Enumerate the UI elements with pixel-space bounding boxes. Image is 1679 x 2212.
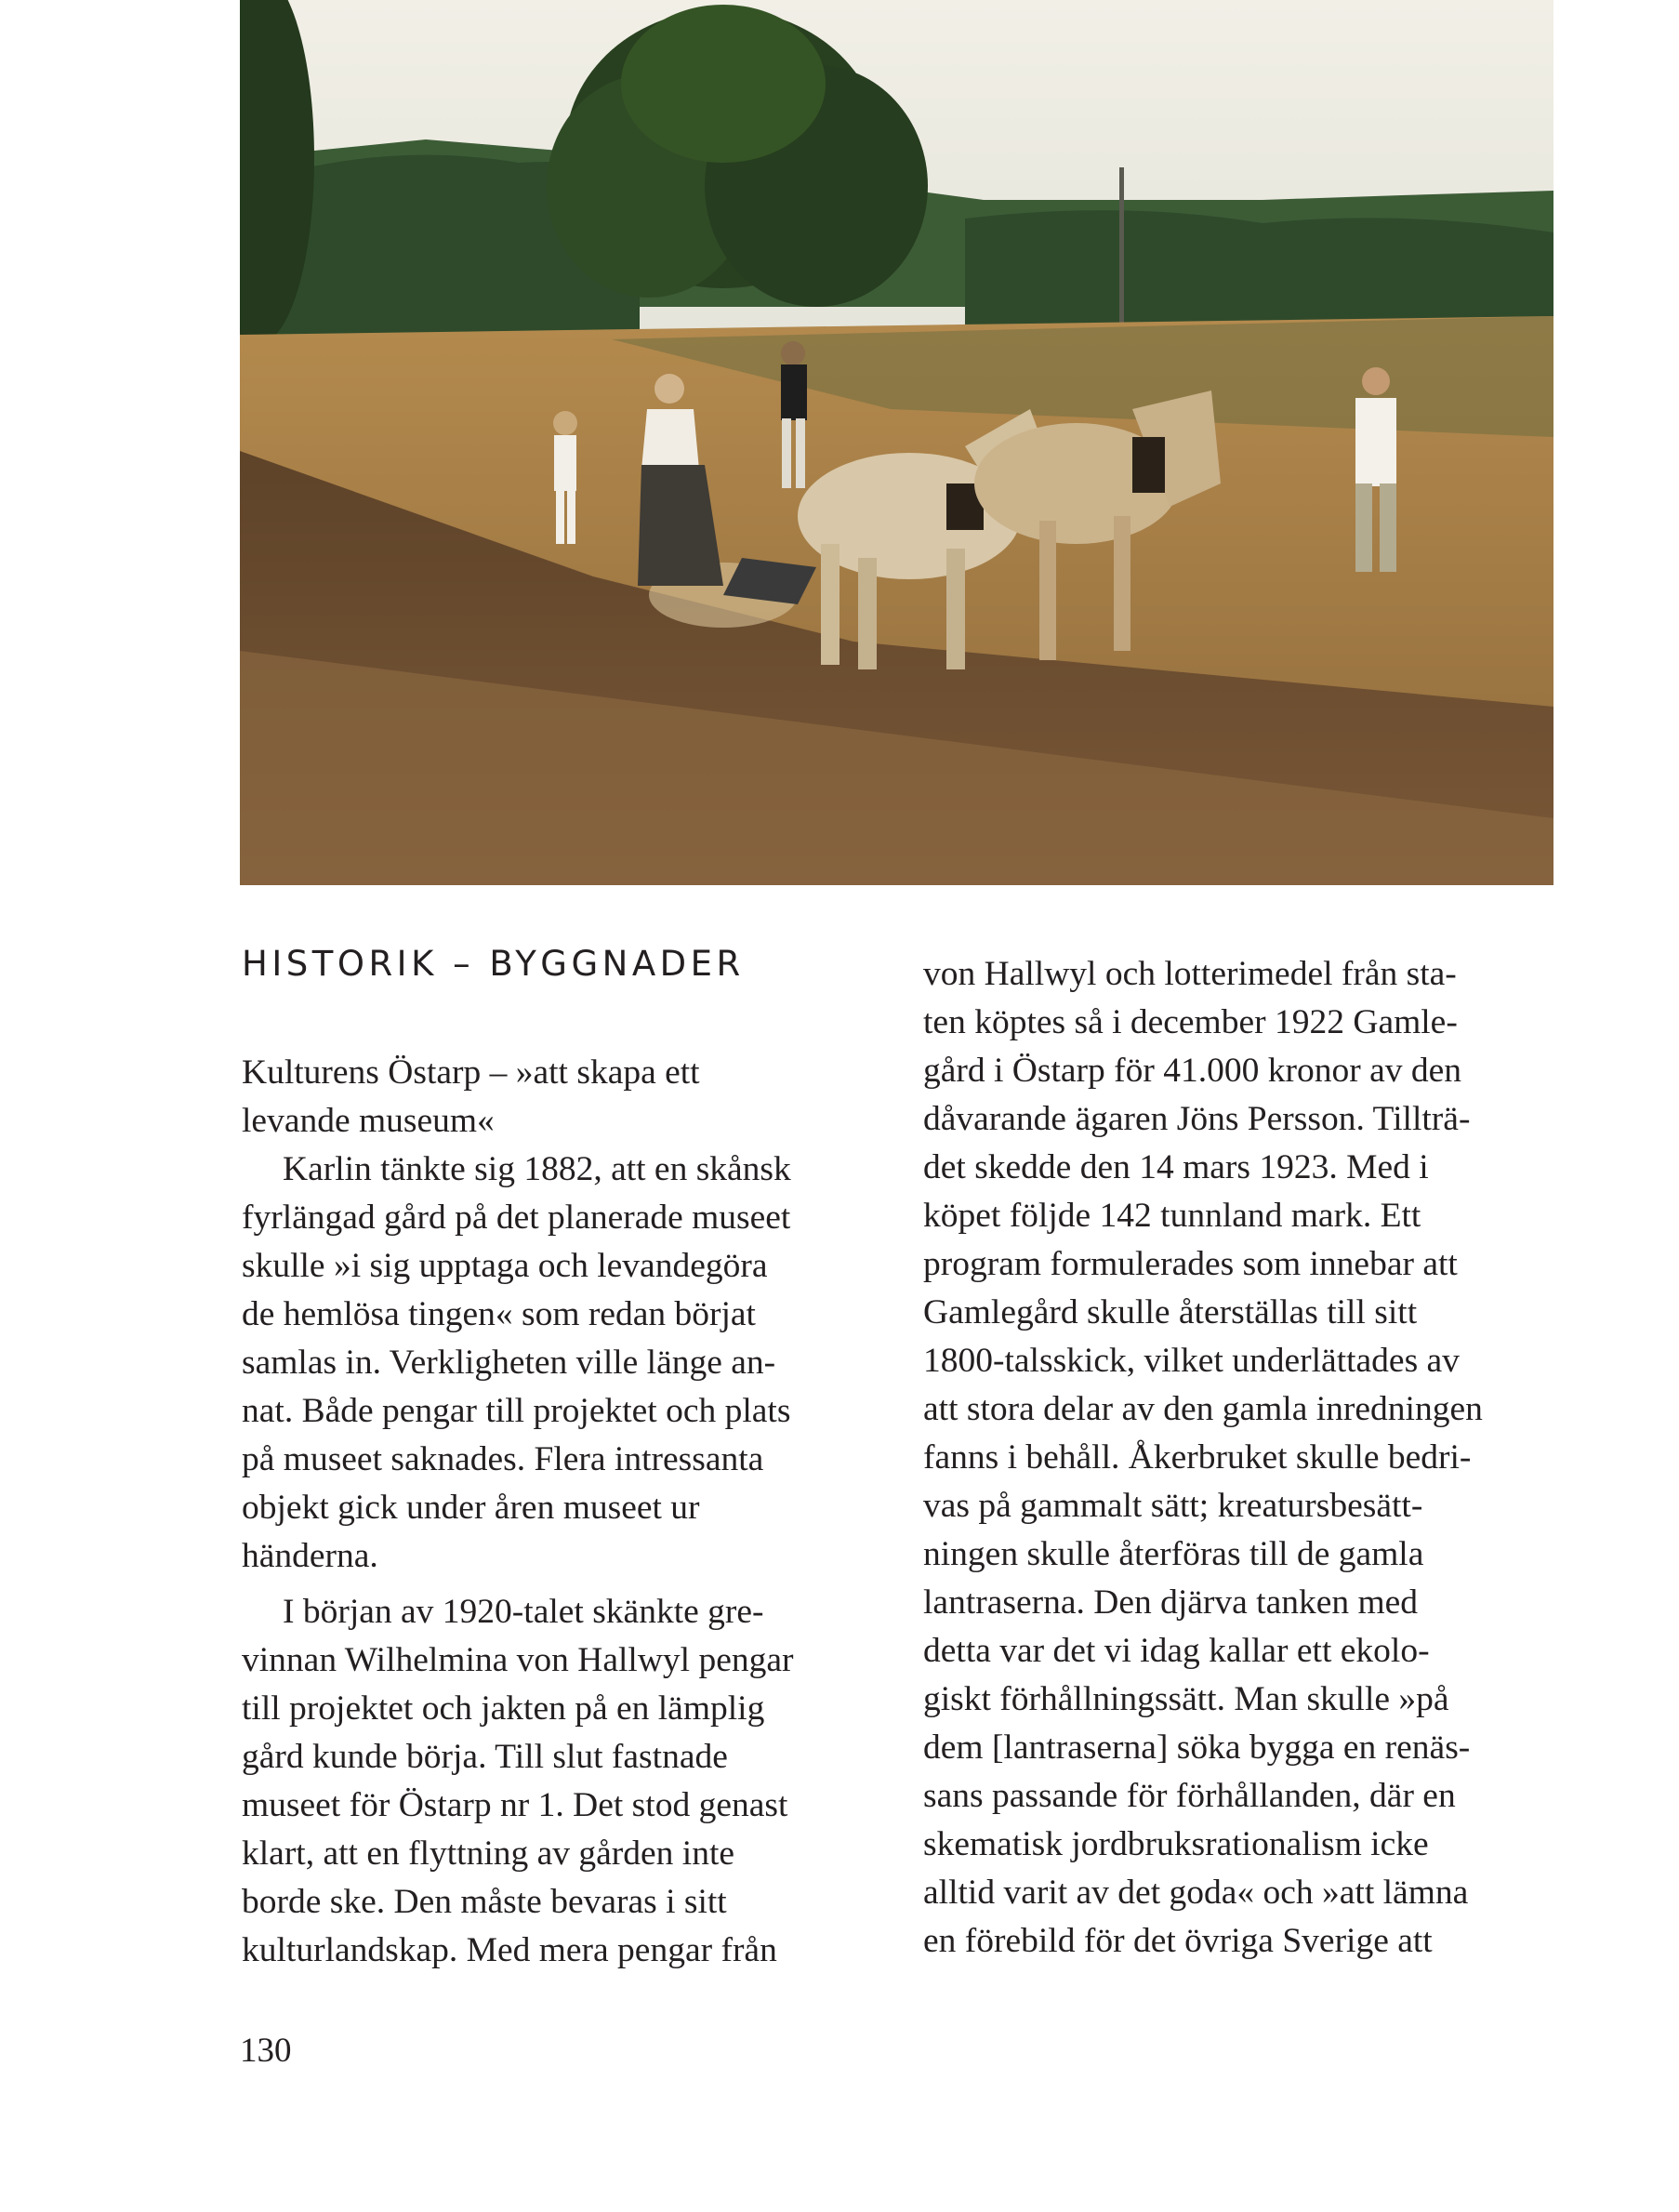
paragraph-line: detta var det vi idag kallar ett ekolo- bbox=[923, 1632, 1430, 1670]
paragraph-line: I början av 1920-talet skänkte gre- bbox=[283, 1593, 764, 1631]
photo-illustration bbox=[240, 0, 1553, 885]
paragraph-line: de hemlösa tingen« som redan börjat bbox=[242, 1295, 756, 1333]
paragraph-line: von Hallwyl och lotterimedel från sta- bbox=[923, 955, 1457, 993]
subtitle-line: levande museum« bbox=[242, 1102, 495, 1140]
paragraph-line: till projektet och jakten på en lämplig bbox=[242, 1689, 765, 1728]
paragraph-line: kulturlandskap. Med mera pengar från bbox=[242, 1931, 777, 1969]
paragraph-line: alltid varit av det goda« och »att lämna bbox=[923, 1874, 1469, 1912]
paragraph-line: ningen skulle återföras till de gamla bbox=[923, 1535, 1424, 1573]
paragraph-line: lantraserna. Den djärva tanken med bbox=[923, 1583, 1419, 1622]
paragraph-line: dåvarande ägaren Jöns Persson. Tillträ- bbox=[923, 1100, 1471, 1138]
paragraph-line: att stora delar av den gamla inredningen bbox=[923, 1390, 1483, 1428]
paragraph-line: objekt gick under åren museet ur bbox=[242, 1489, 700, 1527]
paragraph-line: klart, att en flyttning av gården inte bbox=[242, 1835, 735, 1873]
paragraph-line: vinnan Wilhelmina von Hallwyl pengar bbox=[242, 1641, 794, 1679]
paragraph-line: händerna. bbox=[242, 1537, 378, 1575]
paragraph-line: nat. Både pengar till projektet och plats bbox=[242, 1392, 791, 1430]
paragraph-line: vas på gammalt sätt; kreatursbesätt- bbox=[923, 1487, 1423, 1525]
paragraph-line: skulle »i sig upptaga och levandegöra bbox=[242, 1247, 768, 1285]
paragraph-line: Karlin tänkte sig 1882, att en skånsk bbox=[283, 1150, 791, 1188]
paragraph-line: borde ske. Den måste bevaras i sitt bbox=[242, 1883, 727, 1921]
paragraph-spacer bbox=[242, 1581, 794, 1588]
paragraph-line: 1800-talsskick, vilket underlättades av bbox=[923, 1342, 1460, 1380]
paragraph-line: köpet följde 142 tunnland mark. Ett bbox=[923, 1197, 1421, 1235]
paragraph-line: samlas in. Verkligheten ville länge an- bbox=[242, 1344, 776, 1382]
paragraph-line: giskt förhållningssätt. Man skulle »på bbox=[923, 1680, 1449, 1718]
paragraph-line: Gamlegård skulle återställas till sitt bbox=[923, 1293, 1418, 1331]
paragraph-line: på museet saknades. Flera intressanta bbox=[242, 1440, 764, 1478]
photo-ploughing-horses bbox=[240, 0, 1553, 885]
paragraph-line: gård kunde börja. Till slut fastnade bbox=[242, 1738, 728, 1776]
subtitle-line: Kulturens Östarp – »att skapa ett bbox=[242, 1053, 700, 1092]
paragraph-line: en förebild för det övriga Sverige att bbox=[923, 1922, 1433, 1960]
paragraph-line: dem [lantraserna] söka bygga en renäs- bbox=[923, 1729, 1471, 1767]
paragraph-line: skematisk jordbruksrationalism icke bbox=[923, 1825, 1429, 1863]
section-heading: HISTORIK – BYGGNADER bbox=[242, 944, 745, 984]
paragraph-line: fanns i behåll. Åkerbruket skulle bedri- bbox=[923, 1438, 1472, 1477]
paragraph-line: sans passande för förhållanden, där en bbox=[923, 1777, 1456, 1815]
paragraph-line: program formulerades som innebar att bbox=[923, 1245, 1458, 1283]
paragraph-line: fyrlängad gård på det planerade museet bbox=[242, 1199, 791, 1237]
paragraph-line: gård i Östarp för 41.000 kronor av den bbox=[923, 1052, 1462, 1090]
left-text-column bbox=[242, 1049, 794, 1975]
page-number: 130 bbox=[240, 2032, 292, 2070]
paragraph-line: det skedde den 14 mars 1923. Med i bbox=[923, 1148, 1429, 1186]
paragraph-line: ten köptes så i december 1922 Gamle- bbox=[923, 1003, 1458, 1041]
paragraph-line: museet för Östarp nr 1. Det stod genast bbox=[242, 1786, 788, 1824]
right-text-column bbox=[923, 950, 1483, 1966]
